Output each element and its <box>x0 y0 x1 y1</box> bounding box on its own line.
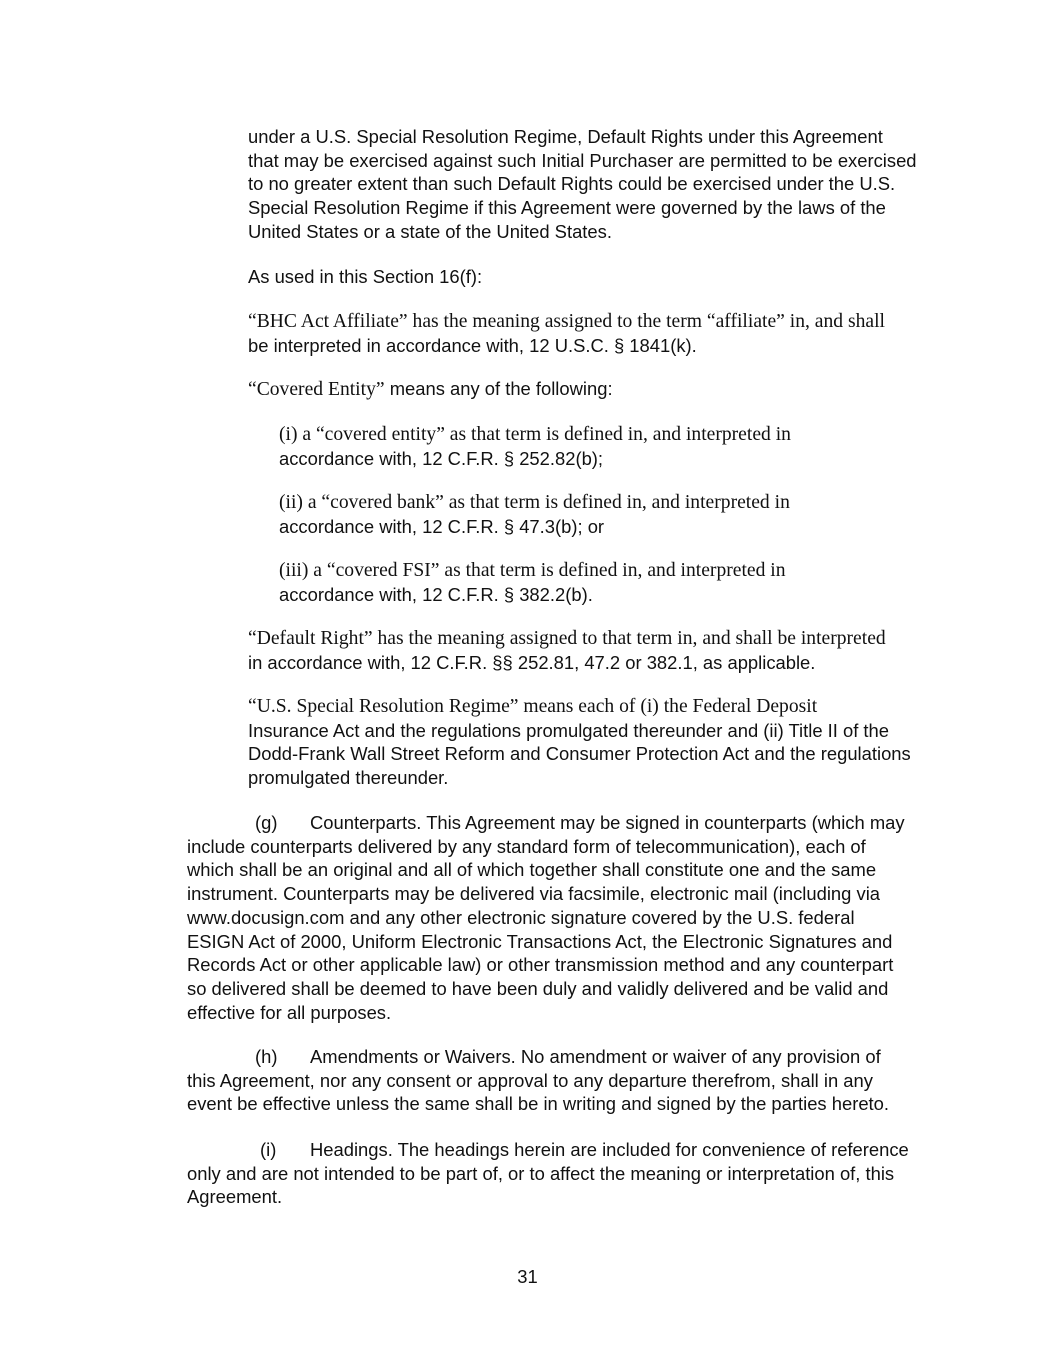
section-h-amendments <box>187 1045 889 1116</box>
section-marker: (g) <box>255 812 278 833</box>
section-i-headings <box>187 1138 909 1209</box>
us-regime-line: “U.S. Special Resolution Regime” means each of (i) the Federal Deposit <box>248 696 818 717</box>
us-regime-line: Insurance Act and the regulations promulgated thereunder and (ii) Title II of the <box>248 719 889 741</box>
default-right-line: “Default Right” has the meaning assigned to that term in, and shall be interpreted <box>248 628 886 649</box>
us-regime-line: promulgated thereunder. <box>248 767 449 789</box>
covered-entity-term: “Covered Entity” <box>248 379 385 400</box>
us-regime-line: Dodd-Frank Wall Street Reform and Consumer Protection Act and the regulations <box>248 743 911 765</box>
bhc-definition <box>248 310 885 357</box>
bhc-definition-line: be interpreted in accordance with, 12 U.S.C. § 1841(k). <box>248 334 697 356</box>
section-line: only and are not intended to be part of, or to affect the meaning or interpretation of, this <box>187 1162 895 1184</box>
section-line: event be effective unless the same shall be in writing and signed by the parties hereto. <box>187 1093 889 1115</box>
covered-entity-item-ii <box>279 491 790 538</box>
section-line: www.docusign.com and any other electronic signature covered by the U.S. federal <box>187 906 855 928</box>
intro-line: to no greater extent than such Default Rights could be exercised under the U.S. <box>248 173 896 195</box>
covered-item-line: accordance with, 12 C.F.R. § 382.2(b). <box>279 583 593 605</box>
as-used-paragraph <box>248 265 482 289</box>
section-line: instrument. Counterparts may be delivered via facsimile, electronic mail (including via <box>187 883 881 905</box>
section-line: Records Act or other applicable law) or other transmission method and any counterpart <box>187 954 894 976</box>
section-first-line: Amendments or Waivers. No amendment or waiver of any provision of <box>310 1046 881 1067</box>
section-line: which shall be an original and all of which together shall constitute one and the same <box>187 859 877 881</box>
covered-item-line: accordance with, 12 C.F.R. § 47.3(b); or <box>279 515 605 537</box>
intro-paragraph <box>248 125 917 244</box>
us-regime-definition <box>248 695 911 790</box>
section-line: ESIGN Act of 2000, Uniform Electronic Transactions Act, the Electronic Signatures and <box>187 930 893 952</box>
covered-entity-item-iii <box>279 559 786 606</box>
covered-item-line: (iii) a “covered FSI” as that term is defined in, and interpreted in <box>279 560 786 581</box>
covered-entity-item-i <box>279 423 791 470</box>
page-number: 31 <box>517 1266 538 1287</box>
covered-item-line: (ii) a “covered bank” as that term is defined in, and interpreted in <box>279 492 790 513</box>
default-right-definition <box>248 627 886 674</box>
covered-entity-text: means any of the following: <box>384 378 613 399</box>
bhc-definition-line: “BHC Act Affiliate” has the meaning assigned to the term “affiliate” in, and shall <box>248 311 885 332</box>
covered-item-line: (i) a “covered entity” as that term is defined in, and interpreted in <box>279 424 791 445</box>
intro-line: under a U.S. Special Resolution Regime, Default Rights under this Agreement <box>248 126 883 147</box>
section-g-counterparts <box>187 811 905 1024</box>
section-line: Agreement. <box>187 1186 283 1208</box>
intro-line: that may be exercised against such Initial Purchaser are permitted to be exercised <box>248 149 917 171</box>
intro-line: United States or a state of the United States. <box>248 220 612 242</box>
covered-item-line: accordance with, 12 C.F.R. § 252.82(b); <box>279 447 604 469</box>
section-marker: (h) <box>255 1046 278 1067</box>
section-line: so delivered shall be deemed to have been duly and validly delivered and be valid and <box>187 977 889 999</box>
section-first-line: Headings. The headings herein are included for convenience of reference <box>310 1139 909 1160</box>
as-used-text: As used in this Section 16(f): <box>248 266 483 287</box>
default-right-line: in accordance with, 12 C.F.R. §§ 252.81, 47.2 or 382.1, as applicable. <box>248 651 816 673</box>
section-first-line: Counterparts. This Agreement may be signed in counterparts (which may <box>310 812 905 833</box>
section-marker: (i) <box>260 1139 277 1160</box>
intro-line: Special Resolution Regime if this Agreement were governed by the laws of the <box>248 197 886 219</box>
section-line: this Agreement, nor any consent or approval to any departure therefrom, shall in any <box>187 1069 873 1091</box>
section-line: include counterparts delivered by any standard form of telecommunication), each of <box>187 835 866 857</box>
covered-entity-definition <box>248 377 613 402</box>
section-line: effective for all purposes. <box>187 1001 392 1023</box>
